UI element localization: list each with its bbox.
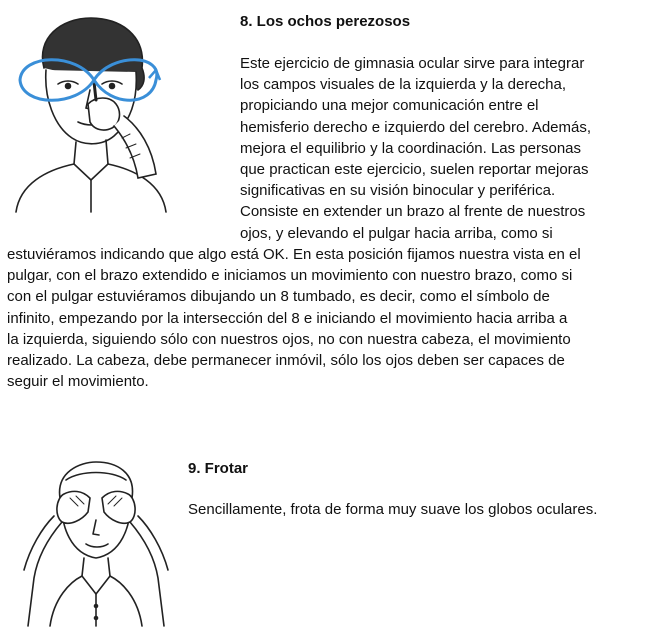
- paragraph-line: la izquierda, siguiendo sólo con nuestros ojos, no con nuestra cabeza, el movimiento: [7, 330, 571, 348]
- paragraph-line: realizado. La cabeza, debe permanecer inmóvil, sólo los ojos deben ser capaces de: [7, 352, 565, 370]
- paragraph-line: pulgar, con el brazo extendido e iniciamos un movimiento con nuestro brazo, como si: [7, 267, 573, 285]
- paragraph-line: mejora el equilibrio y la coordinación. Las personas: [240, 139, 582, 157]
- paragraph-line: con el pulgar estuviéramos dibujando un 8 tumbado, es decir, como el símbolo de: [7, 288, 550, 306]
- paragraph-line: significativas en su visión binocular y periférica.: [240, 182, 556, 200]
- paragraph-line: infinito, empezando por la intersección del 8 e iniciando el movimiento hacia arriba a: [7, 309, 568, 327]
- paragraph-line: ojos, y elevando el pulgar hacia arriba, como si: [240, 224, 553, 242]
- paragraph-line: Este ejercicio de gimnasia ocular sirve para integrar: [240, 55, 585, 72]
- section-8-title: 8. Los ochos perezosos: [240, 13, 411, 30]
- paragraph-line: hemisferio derecho e izquierdo del cerebro. Además,: [240, 118, 592, 136]
- lazy-eights-illustration: [6, 8, 172, 214]
- section-9-title: 9. Frotar: [188, 460, 249, 477]
- section-8-paragraph-beside-image: [240, 53, 640, 244]
- paragraph-line: que practican este ejercicio, suelen reportar mejoras: [240, 161, 589, 179]
- paragraph-line: seguir el movimiento.: [7, 373, 149, 391]
- paragraph-line: los campos visuales de la izquierda y la derecha,: [240, 76, 567, 94]
- section-8-paragraph-full-width: [7, 244, 647, 392]
- paragraph-line: propiciando una mejor comunicación entre el: [240, 97, 539, 115]
- paragraph-line: Consiste en extender un brazo al frente de nuestros: [240, 203, 586, 221]
- section-9-paragraph: Sencillamente, frota de forma muy suave los globos oculares.: [188, 501, 598, 518]
- paragraph-line: estuviéramos indicando que algo está OK. En esta posición fijamos nuestra vista en el: [7, 246, 581, 263]
- eye-rubbing-illustration: [20, 458, 170, 628]
